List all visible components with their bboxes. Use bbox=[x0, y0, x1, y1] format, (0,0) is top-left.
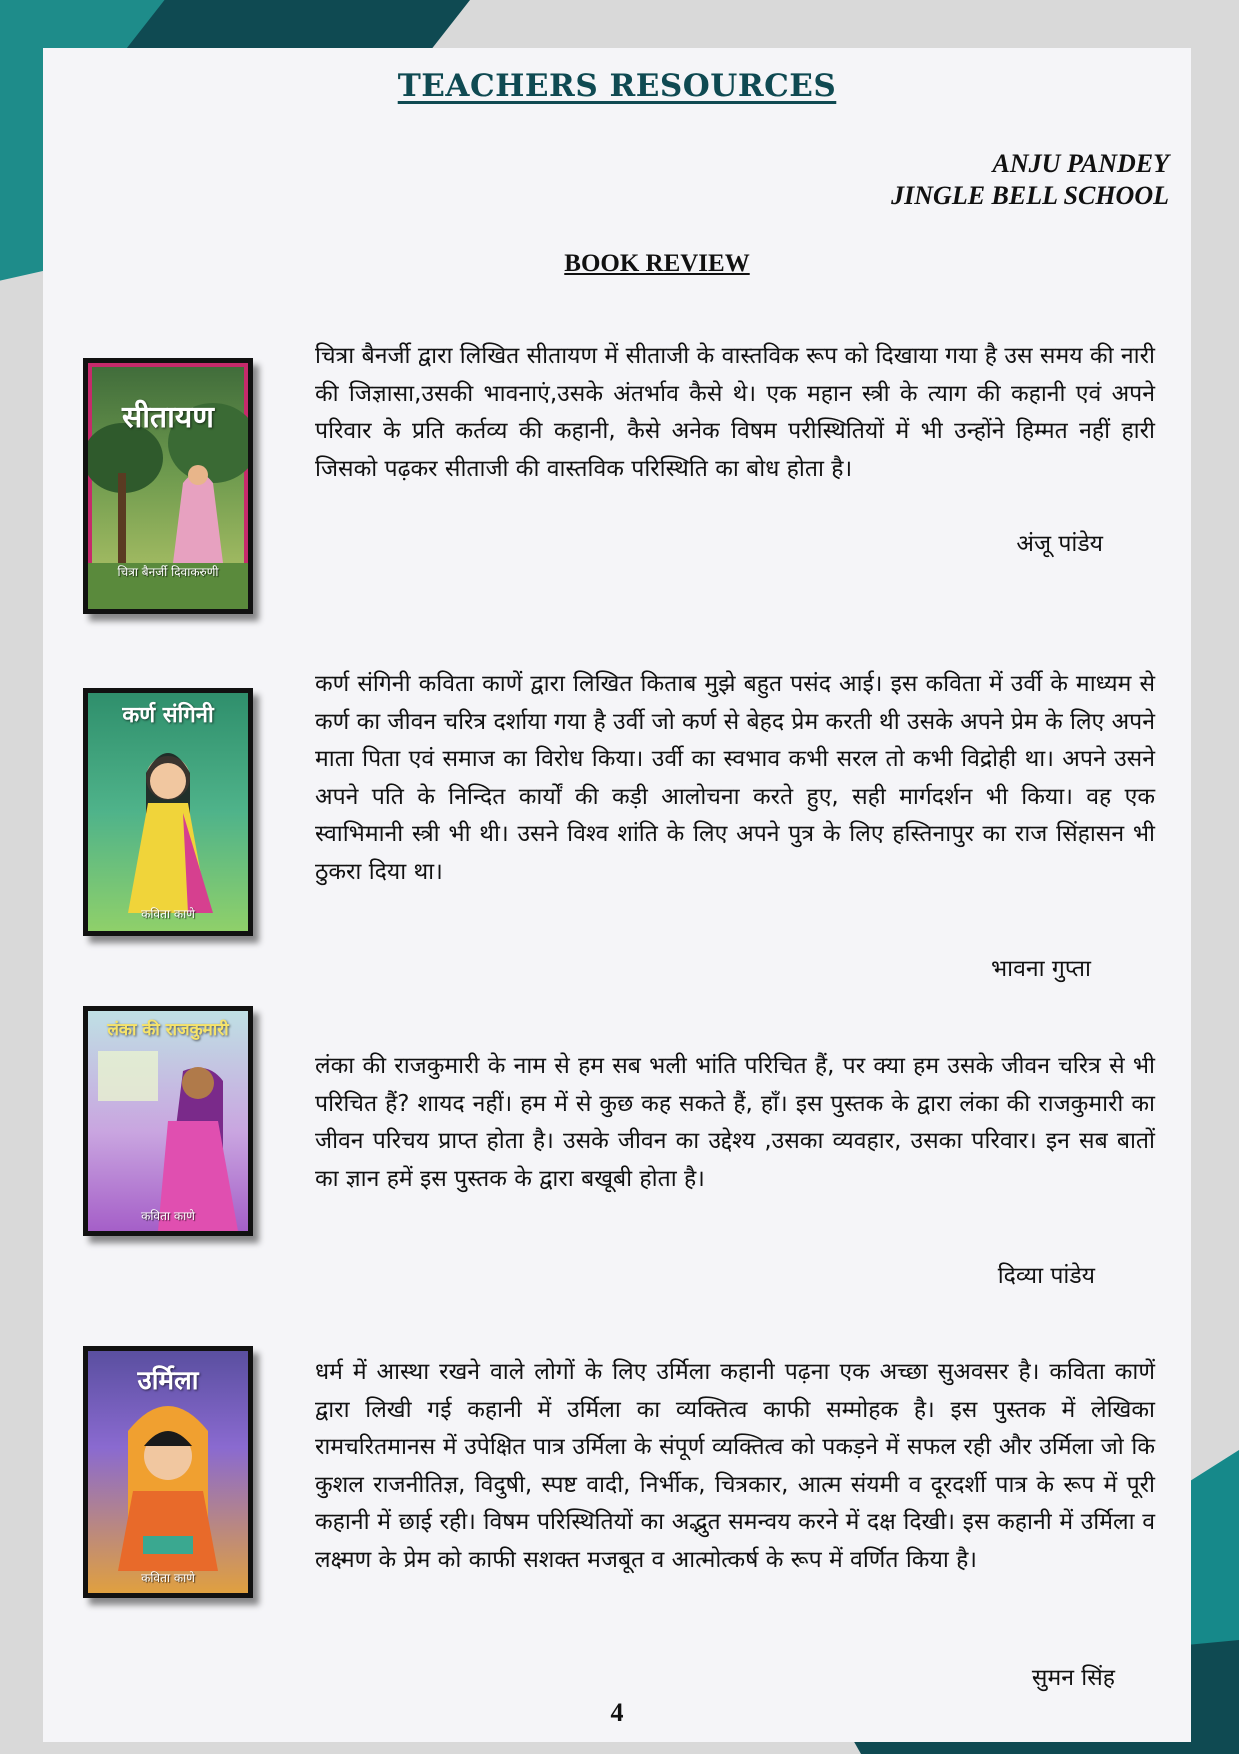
cover-author: कविता काणे bbox=[141, 1571, 195, 1585]
page-number: 4 bbox=[610, 1698, 624, 1727]
cover-author: कविता काणे bbox=[141, 907, 195, 921]
cover-title: सीतायण bbox=[121, 400, 214, 435]
author-block bbox=[891, 148, 1169, 212]
section-heading: BOOK REVIEW bbox=[564, 250, 750, 277]
cover-title: लंका की राजकुमारी bbox=[107, 1020, 229, 1040]
review-signature: सुमन सिंह bbox=[1031, 1665, 1115, 1691]
review-signature: भावना गुप्ता bbox=[990, 956, 1091, 982]
review-text: धर्म में आस्था रखने वाले लोगों के लिए उर्मिला कहानी पढ़ना एक अच्छा सुअवसर है। कविता काणें द्वारा लिखी गई कहानी में उर्मिला का व्यक्तित्व काफी सम्मोहक है। इस पुस्तक में लेखिका रामचरितमानस में उपेक्षित पात्र उर्मिला के संपूर्ण व्यक्तित्व को पकड़ने में सफल रही और उर्मिला जो कि कुशल राजनीतिज्ञ, विदुषी, स्पष्ट वादी, निर्भीक, चित्रकार, आत्म संयमी व दूरदर्शी पात्र के रूप में पूरी कहानी में छाई रही। विषम परिस्थितियों का अद्भुत समन्वय करने में दक्ष दिखी। इस कहानी में उर्मिला व लक्ष्मण के प्रेम को काफी सशक्त मजबूत व आत्मोत्कर्ष के रूप में वर्णित किया है। bbox=[315, 1359, 1155, 1573]
review-text: लंका की राजकुमारी के नाम से हम सब भली भांति परिचित हैं, पर क्या हम उसके जीवन चरित्र से भी परिचित हैं? शायद नहीं। हम में से कुछ कह सकते हैं, हाँ। इस पुस्तक के द्वारा लंका की राजकुमारी का जीवन परिचय प्राप्त होता है। उसके जीवन का उद्देश्य ,उसका व्यवहार, उसका परिवार। इन सब बातों का ज्ञान हमें इस पुस्तक के द्वारा बखूबी होता है। bbox=[315, 1053, 1155, 1192]
book-cover-lanka-ki-rajkumari bbox=[83, 1006, 253, 1236]
cover-title: कर्ण संगिनी bbox=[122, 703, 214, 728]
book-cover-sitayan bbox=[83, 358, 253, 614]
cover-author: चित्रा बैनर्जी दिवाकरुणी bbox=[117, 565, 219, 579]
review-signature: अंजू पांडेय bbox=[1016, 531, 1103, 557]
cover-author: कविता काणे bbox=[141, 1209, 195, 1223]
review-signature: दिव्या पांडेय bbox=[997, 1263, 1095, 1289]
page-sheet bbox=[43, 48, 1191, 1742]
review-text: चित्रा बैनर्जी द्वारा लिखित सीतायण में सीताजी के वास्तविक रूप को दिखाया गया है उस समय की नारी की जिज्ञासा,उसकी भावनाएं,उसके अंतर्भाव कैसे थे। एक महान स्त्री के त्याग की कहानी एवं अपने परिवार के प्रति कर्तव्य की कहानी, कैसे अनेक विषम परीस्थितियों में भी उन्होंने हिम्मत नहीं हारी जिसको पढ़कर सीताजी की वास्तविक परिस्थिति का बोध होता है। bbox=[315, 343, 1155, 482]
review-text: कर्ण संगिनी कविता काणें द्वारा लिखित किताब मुझे बहुत पसंद आई। इस कविता में उर्वी के माध्यम से कर्ण का जीवन चरित्र दर्शाया गया है उर्वी जो कर्ण से बेहद प्रेम करती थी उसके अपने प्रेम के लिए अपने माता पिता एवं समाज का विरोध किया। उर्वी का स्वभाव कभी सरल तो कभी विद्रोही था। अपने उसने अपने पति के निन्दित कार्यों की कड़ी आलोचना करते हुए, सही मार्गदर्शन भी किया। वह एक स्वाभिमानी स्त्री भी थी। उसने विश्व शांति के लिए अपने पुत्र के लिए हस्तिनापुर का राज सिंहासन भी ठुकरा दिया था। bbox=[315, 671, 1155, 885]
school-name: JINGLE BELL SCHOOL bbox=[891, 181, 1169, 210]
page-title: TEACHERS RESOURCES bbox=[397, 68, 837, 104]
book-cover-urmila bbox=[83, 1346, 253, 1598]
cover-title: उर्मिला bbox=[137, 1366, 199, 1396]
cover-illustration bbox=[88, 1011, 248, 1231]
book-cover-karna-sangini bbox=[83, 688, 253, 936]
author-name: ANJU PANDEY bbox=[992, 149, 1169, 178]
